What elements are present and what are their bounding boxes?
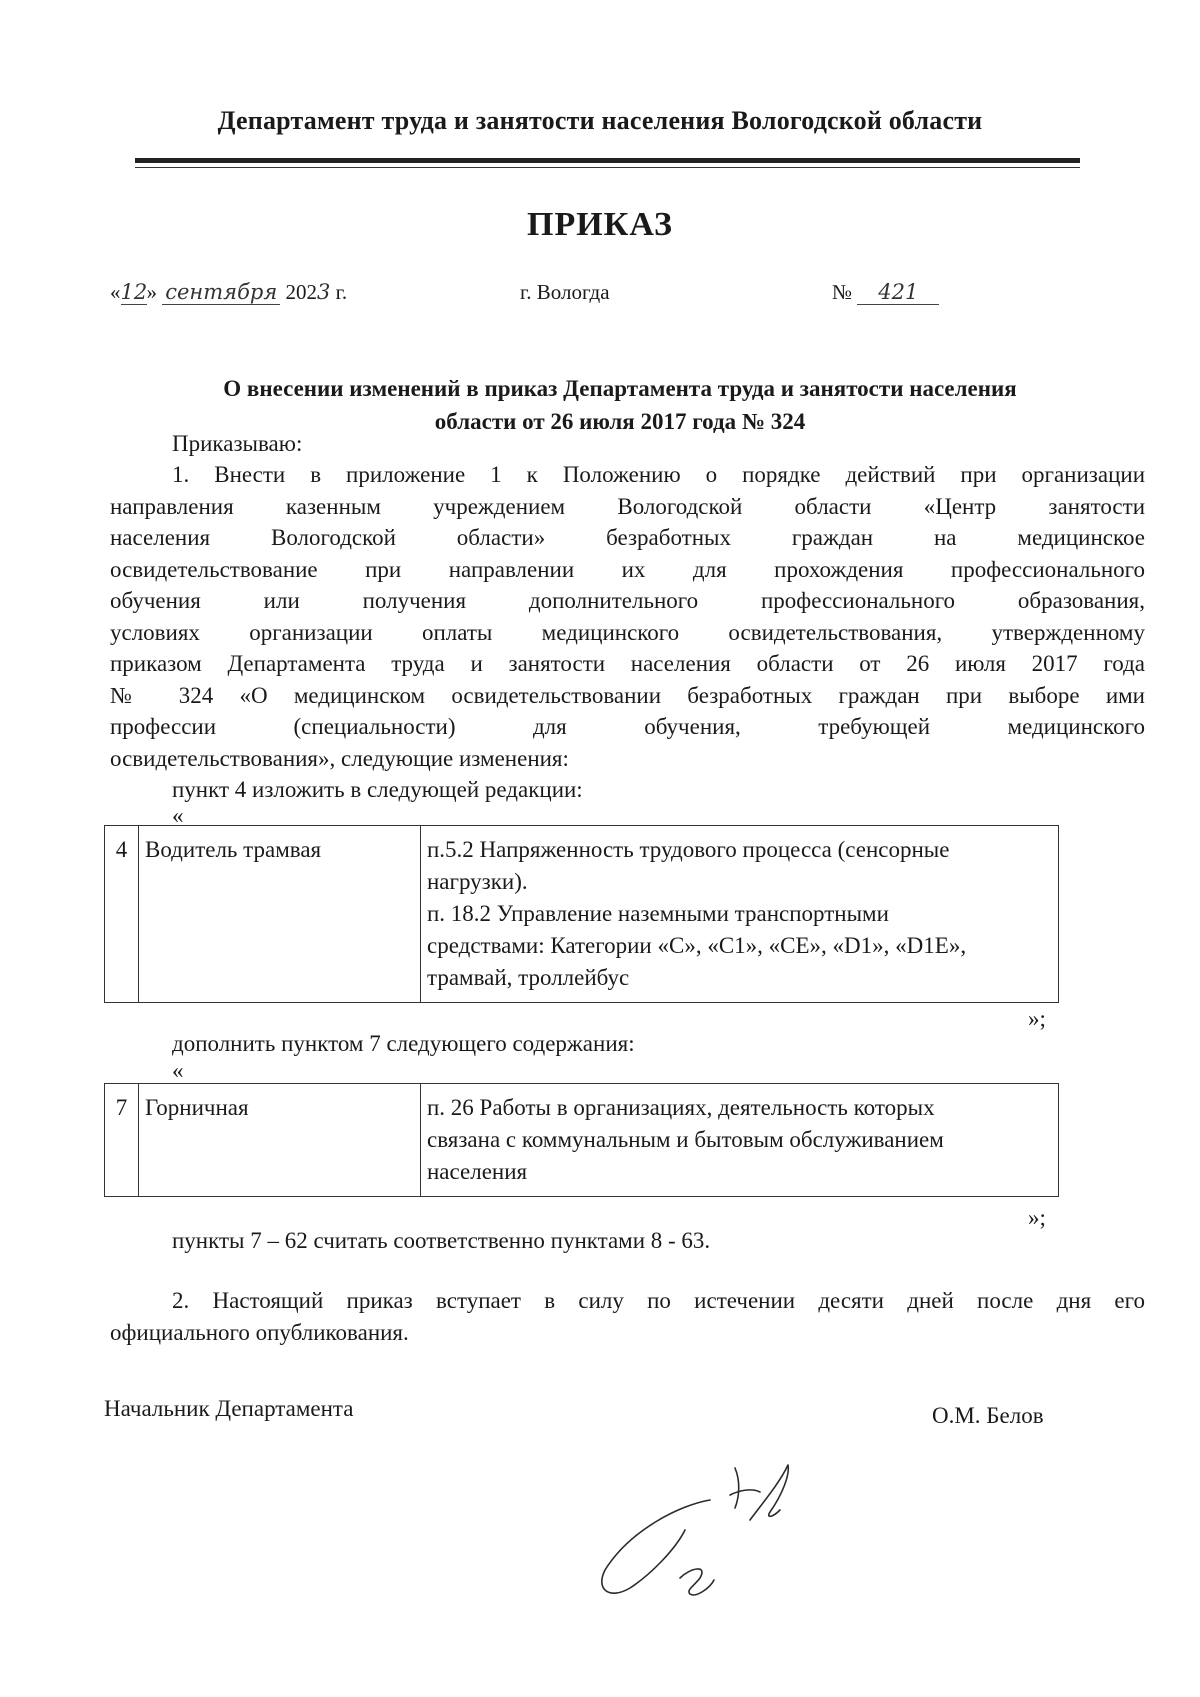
- date-year-digit: 3: [317, 280, 331, 304]
- close-quote-1: »;: [1028, 1006, 1046, 1031]
- order-number: № 421: [832, 280, 939, 305]
- table-row: [105, 826, 1059, 1003]
- handwritten-signature: [590, 1460, 830, 1610]
- date-field: «12» сентября 2023 г.: [110, 280, 348, 304]
- order-number-value: 421: [857, 280, 939, 305]
- table-cell-name: Горничная: [139, 1084, 421, 1197]
- date-month: сентября: [162, 280, 280, 305]
- department-header: Департамент труда и занятости населения Вологодской области: [217, 106, 983, 135]
- order-word: Приказываю:: [172, 431, 303, 456]
- table-cell-num: 7: [105, 1084, 139, 1197]
- signatory-position: Начальник Департамента: [104, 1396, 354, 1421]
- date-day: 12: [120, 280, 148, 304]
- table-cell-desc: п.5.2 Напряженность трудового процесса (сенсорные нагрузки). п. 18.2 Управление наземными транспортными средствами: Категории «C», «C1», «CE», «D1», «D1E», трамвай, троллейбус: [421, 826, 1059, 1003]
- item1-paragraph: 1. Внести в приложение 1 к Положению о порядке действий при организации направления казенным учреждением Вологодской области «Центр занятости населения Вологодской области» безработных граждан на медицинское освидетельствование при направлении их для прохождения профессионального обучения или получения дополнительного профессионального образования, условиях организации оплаты медицинского освидетельствования, утвержденному приказом Департамента труда и занятости населения области от 26 июля 2017 года № 324 «О медицинском освидетельствовании безработных граждан при выборе ими профессии (специальности) для обучения, требующей медицинского освидетельствования», следующие изменения:: [110, 462, 1145, 771]
- table-cell-num: 4: [105, 826, 139, 1003]
- signatory-name: О.М. Белов: [932, 1403, 1044, 1428]
- table-cell-name: Водитель трамвая: [139, 826, 421, 1003]
- close-quote-2: »;: [1028, 1205, 1046, 1230]
- city-label: г. Вологда: [520, 280, 610, 304]
- item2-paragraph: 2. Настоящий приказ вступает в силу по истечении десяти дней после дня его официального опубликования.: [110, 1288, 1145, 1345]
- open-quote-1: «: [172, 803, 184, 828]
- open-quote-2: «: [172, 1058, 184, 1083]
- point4-intro: пункт 4 изложить в следующей редакции:: [172, 777, 583, 802]
- header-rule-thin: [135, 167, 1080, 168]
- document-title: ПРИКАЗ: [527, 206, 673, 243]
- table-cell-desc: п. 26 Работы в организациях, деятельность которых связана с коммунальным и бытовым обслуживанием населения: [421, 1084, 1059, 1197]
- point7-intro: дополнить пунктом 7 следующего содержания:: [172, 1031, 635, 1056]
- renumber-line: пункты 7 – 62 считать соответственно пунктами 8 - 63.: [172, 1228, 711, 1253]
- amendment-table-2: [104, 1083, 1059, 1197]
- header-rule-thick: [135, 158, 1080, 163]
- table-row: [105, 1084, 1059, 1197]
- order-subject: О внесении изменений в приказ Департамента труда и занятости населения области от 26 июля 2017 года № 324: [223, 376, 1017, 434]
- amendment-table-1: [104, 825, 1059, 1003]
